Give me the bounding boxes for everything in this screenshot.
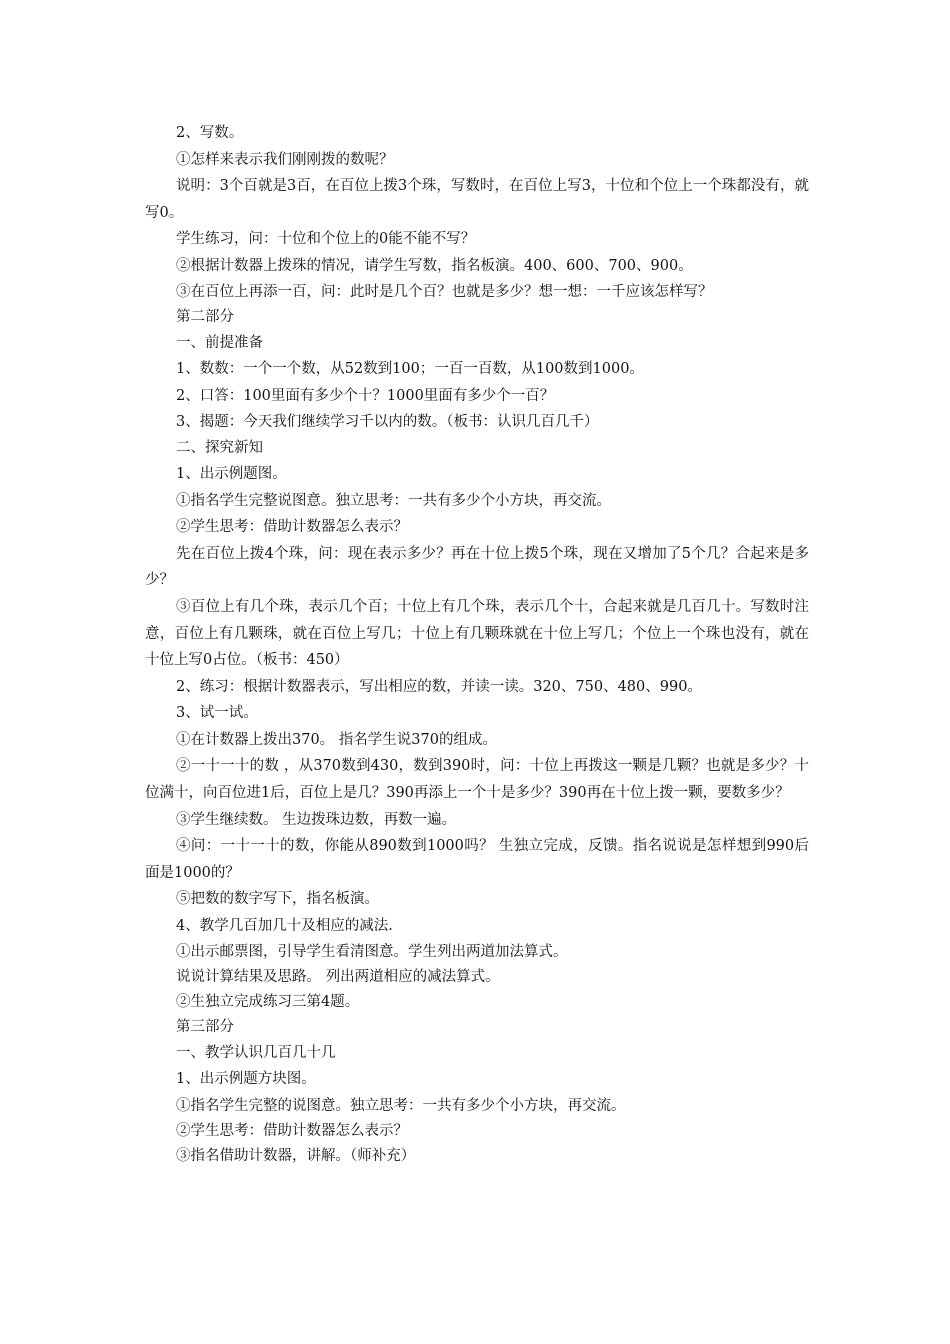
paragraph: ①怎样来表示我们刚刚拨的数呢？: [176, 151, 394, 168]
paragraph: 3、揭题：今天我们继续学习千以内的数。（板书：认识几百几千）: [176, 414, 599, 431]
paragraph: ③百位上有几个珠，表示几个百；十位上有几个珠，表示几个十，合起来就是几百几十。写数时注意，百位上有几颗珠，就在百位上写几；十位上有几颗珠就在十位上写几；个位上一个珠也没有，就在十位上写0占位。（板书：450）: [145, 598, 809, 669]
paragraph: 学生练习，问：十位和个位上的0能不能不写？: [176, 231, 476, 248]
paragraph: 说明：3个百就是3百，在百位上拨3个珠，写数时，在百位上写3，十位和个位上一个珠都没有，就写0。: [145, 178, 809, 221]
subsection-heading: 一、前提准备: [176, 334, 263, 351]
paragraph: 先在百位上拨4个珠，问：现在表示多少？再在十位上拨5个珠，现在又增加了5个几？合起来是多少？: [145, 545, 809, 589]
paragraph: 2、写数。: [176, 125, 244, 141]
paragraph: 说说计算结果及思路。 列出两道相应的减法算式。: [176, 968, 500, 985]
paragraph: ①指名学生完整的说图意。独立思考：一共有多少个小方块，再交流。: [176, 1097, 626, 1114]
paragraph: ④问：一十一十的数，你能从890数到1000吗？ 生独立完成，反馈。指名说说是怎样想到990后面是1000的？: [145, 838, 809, 881]
paragraph: ①出示邮票图，引导学生看清图意。学生列出两道加法算式。: [176, 943, 568, 960]
paragraph: ⑤把数的数字写下，指名板演。: [176, 891, 379, 908]
document-body: [145, 120, 809, 1169]
paragraph: 2、口答：100里面有多少个十？1000里面有多少个一百？: [176, 387, 555, 404]
paragraph: ③在百位上再添一百，问：此时是几个百？也就是多少？想一想：一千应该怎样写？: [176, 283, 713, 300]
subsection-heading: 一、教学认识几百几十几: [176, 1044, 336, 1061]
paragraph: ③学生继续数。 生边拨珠边数，再数一遍。: [176, 811, 457, 828]
paragraph: 1、数数：一个一个数，从52数到100；一百一百数，从100数到1000。: [176, 361, 644, 378]
paragraph: 2、练习：根据计数器表示，写出相应的数，并读一读。320、750、480、990。: [176, 678, 702, 695]
paragraph: 1、出示例题图。: [176, 465, 287, 482]
section-heading: 第三部分: [176, 1018, 234, 1035]
paragraph: ②学生思考：借助计数器怎么表示？: [176, 1123, 408, 1140]
section-heading: 第二部分: [176, 308, 234, 325]
paragraph: 3、试一试。: [176, 705, 258, 722]
subsection-heading: 二、探究新知: [176, 439, 263, 456]
paragraph: ③指名借助计数器，讲解。（师补充）: [176, 1148, 416, 1165]
paragraph: ②学生思考：借助计数器怎么表示？: [176, 519, 408, 536]
paragraph: 1、出示例题方块图。: [176, 1071, 316, 1088]
paragraph: ①在计数器上拨出370。 指名学生说370的组成。: [176, 731, 497, 748]
paragraph: ②一十一十的数 ，从370数到430，数到390时，问：十位上再拨这一颗是几颗？也就是多少？十位满十，向百位进1后，百位上是几？390再添上一个十是多少？390再在十位上拨一颗，要数多少？: [145, 758, 809, 802]
paragraph: ②根据计数器上拨珠的情况，请学生写数，指名板演。400、600、700、900。: [176, 257, 693, 274]
paragraph: 4、教学几百加几十及相应的减法.: [176, 918, 393, 935]
paragraph: ②生独立完成练习三第4题。: [176, 993, 360, 1010]
paragraph: ①指名学生完整说图意。独立思考：一共有多少个小方块，再交流。: [176, 492, 611, 509]
